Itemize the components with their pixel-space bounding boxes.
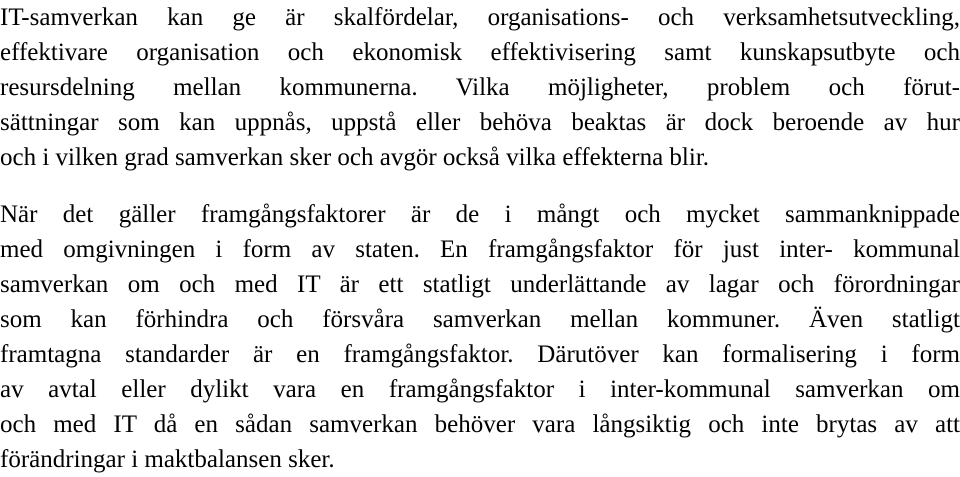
text-line: När det gäller framgångsfaktorer är de i mångt och mycket sammanknippade (0, 201, 960, 228)
text-line: av avtal eller dylikt vara en framgångsfaktor i inter-kommunal samverkan om (0, 376, 960, 403)
text-line: förändringar i maktbalansen sker. (0, 446, 335, 473)
paragraph-framgangsfaktorer (0, 197, 960, 477)
text-line: med omgivningen i form av staten. En framgångsfaktor för just inter- kommunal (0, 236, 960, 263)
text-line: sättningar som kan uppnås, uppstå eller behöva beaktas är dock beroende av hur (0, 109, 960, 136)
text-line: samverkan om och med IT är ett statligt underlättande av lagar och förordningar (0, 271, 960, 298)
text-line: IT-samverkan kan ge är skalfördelar, organisations- och verksamhetsutveckling, (0, 4, 960, 31)
text-line: som kan förhindra och försvåra samverkan mellan kommuner. Även statligt (0, 306, 960, 333)
text-line: framtagna standarder är en framgångsfaktor. Därutöver kan formalisering i form (0, 341, 960, 368)
text-line: och med IT då en sådan samverkan behöver vara långsiktig och inte brytas av att (0, 411, 960, 438)
text-line: effektivare organisation och ekonomisk effektivisering samt kunskapsutbyte och (0, 39, 960, 66)
text-line: och i vilken grad samverkan sker och avgör också vilka effekterna blir. (0, 144, 710, 171)
text-line: resursdelning mellan kommunerna. Vilka möjligheter, problem och förut- (0, 74, 960, 101)
paragraph-it-samverkan (0, 0, 960, 175)
